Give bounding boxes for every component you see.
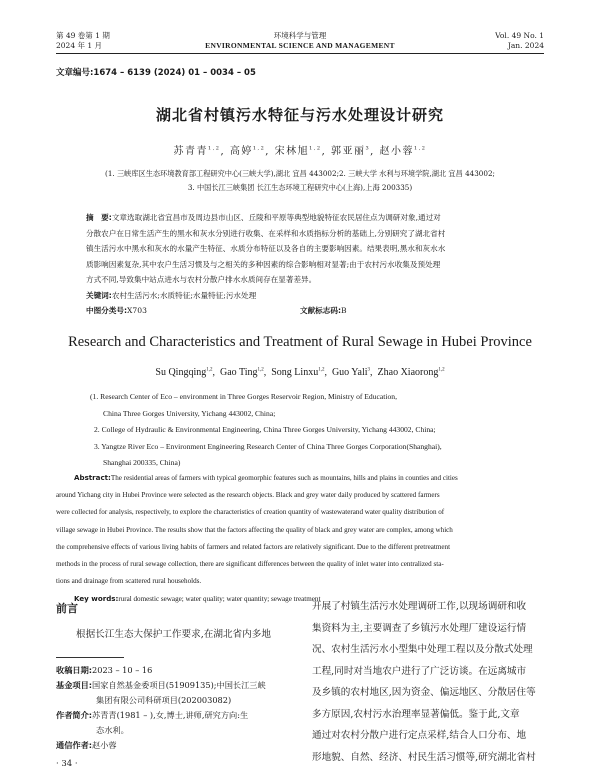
keywords-label: 关键词: (86, 290, 112, 300)
footnotes (56, 663, 288, 753)
abstract-line: around Yichang city in Hubei Province were selected as the research objects. Black and grey water daily produced by scattered farmers (56, 491, 440, 500)
author-affil: 1,2 (414, 145, 427, 152)
body-line: 及乡镇的农村地区,因为资金、偏远地区、分散居住等 (312, 687, 536, 698)
abstract-line: 分散农户在日常生活产生的黑水和灰水分别进行收集、在采样和水质指标分析的基础上,分别研究了湖北省村 (86, 228, 446, 238)
footnote-fund: 基金项目:国家自然基金委项目(51909135);中国长江三峡 (56, 680, 266, 690)
article-number: 文章编号:1674 – 6139 (2024) 01 – 0034 – 05 (56, 68, 256, 78)
footnote-rule (56, 657, 124, 658)
author-name: Gao Ting (219, 367, 258, 378)
body-paragraph-left: 根据长江生态大保护工作要求,在湖北省内多地 (76, 629, 271, 640)
classification-row (86, 303, 516, 318)
doc-code-value: B (341, 306, 347, 315)
header-rule (56, 53, 544, 54)
abstract-line: 方式不同,导致集中站点进水与农村分散户排水水质间存在显著差异。 (86, 275, 317, 284)
author-name: Zhao Xiaorong (377, 367, 439, 378)
footnote-label: 收稿日期: (56, 665, 93, 675)
body-line: 通过对农村分散户进行定点采样,结合人口分布、地 (312, 730, 527, 741)
keywords-label: Key words: (74, 594, 119, 604)
author-name: Guo Yali (331, 367, 368, 378)
body-line: 形地貌、自然、经济、村民生活习惯等,研究湖北省村 (312, 751, 536, 763)
footnote-received: 收稿日期:2023 – 10 – 16 (56, 665, 153, 675)
abstract-en (56, 469, 544, 609)
abstract-label: 摘 要: (86, 213, 112, 222)
footnote-author: 作者简介:苏青青(1981 – ),女,博士,讲师,研究方向:生 (56, 710, 249, 720)
footnote-author-cont: 态水利。 (96, 725, 129, 735)
author-name: 苏青青 (173, 146, 209, 157)
clc-value: X703 (127, 306, 147, 315)
abstract-line: 质影响因素复杂,其中农户生活习惯及与之相关的多种因素的综合影响相对显著;由于农村污水收集及预处理 (86, 259, 441, 269)
body-line: 集资料为主,主要调查了乡镇污水处理厂建设运行情 (312, 622, 527, 634)
body-column-right (312, 596, 552, 768)
doc-code-label: 文献标志码: (300, 306, 342, 315)
abstract-line: the comprehensive effects of various living habits of farmers and related factors are relatively significant. Due to the different pretreatment (56, 542, 451, 551)
abstract-line: were collected for analysis, respectively, to explore the characteristics of creation quantity of wastewaterand water quality distribution of (56, 508, 445, 517)
clc-label: 中图分类号: (86, 306, 128, 315)
author-affil: 1,2 (438, 367, 445, 373)
abstract-line: 摘 要:文章选取湖北省宜昌市及周边县市山区、丘陵和平原等典型地貌特征农民居住点为调研对象,通过对 (86, 213, 441, 222)
body-line: 开展了村镇生活污水处理调研工作,以现场调研和收 (312, 601, 527, 612)
affiliation-en-line: (1. Research Center of Eco – environment in Three Gorges Reservoir Region, Ministry of Education, (90, 392, 397, 401)
author-name: 宋林旭 (274, 146, 310, 157)
affiliation-en-line: Shanghai 200335, China) (103, 458, 181, 467)
journal-volume-en: Vol. 49 No. 1 (495, 31, 544, 40)
affiliation-en-line: 3. Yangtze River Eco – Environment Engineering Research Center of China Three Gorges Corporation(Shanghai), (94, 441, 442, 451)
footnote-corresponding: 通信作者:赵小蓉 (56, 740, 117, 750)
author-affil: 1,2 (252, 145, 266, 152)
body-line: 多方原因,农村污水治理率显著偏低。鉴于此,文章 (312, 708, 520, 720)
abstract-cn (86, 210, 516, 318)
author-affil: 3 (367, 367, 371, 373)
keywords-cn: 关键词:农村生活污水;水质特征;水量特征;污水处理 (86, 290, 257, 300)
abstract-label: Abstract: (74, 473, 111, 482)
page-number: · 34 · (56, 759, 78, 769)
abstract-line: Abstract:The residential areas of farmers with typical geomorphic features such as mountains, hills and plains in counties and cities (74, 473, 458, 482)
author-name: 赵小蓉 (379, 146, 415, 157)
author-name: Song Linxu (271, 367, 319, 378)
abstract-line: methods in the process of rural sewage collection, there are significant differences between the quality of inlet water into centralized sta- (56, 560, 444, 569)
footnote-label: 作者简介: (56, 710, 93, 720)
section-heading: 前言 (56, 602, 78, 615)
abstract-line: village sewage in Hubei Province. The results show that the factors affecting the quality of black and grey water are complex, among which (56, 525, 453, 534)
author-affil: 1,2 (206, 367, 213, 373)
abstract-line: tions and drainage from scattered rural households. (56, 577, 202, 586)
author-affil: 1,2 (318, 367, 325, 373)
affiliation-cn-line: 3. 中国长江三峡集团 长江生态环境工程研究中心(上海),上海 200335) (187, 183, 413, 192)
footnote-fund-cont: 集团有限公司科研项目(202003082) (96, 695, 232, 705)
paper-title-en: Research and Characteristics and Treatment of Rural Sewage in Hubei Province (68, 334, 532, 350)
author-name: 郭亚丽 (330, 146, 366, 157)
author-affil: 3 (365, 145, 371, 152)
authors-en: Su Qingqing$^{1,2}$, Gao Ting$^{1,2}$, Song Linxu$^{1,2}$, Guo Yali$^3$, Zhao Xiaorong$^{1,2}$ (155, 367, 445, 378)
keywords-en: Key words:rural domestic sewage; water quality; water quantity; sewage treatment (74, 594, 321, 604)
footnote-label: 通信作者: (56, 740, 93, 750)
journal-name-cn: 环境科学与管理 (273, 31, 327, 40)
author-name: 高婷 (229, 146, 253, 157)
journal-name-en: ENVIRONMENTAL SCIENCE AND MANAGEMENT (205, 41, 395, 50)
journal-date-en: Jan. 2024 (507, 41, 544, 50)
body-line: 况、农村生活污水小型集中处理工程以及分散式处理 (312, 644, 533, 655)
affiliation-cn-line: (1. 三峡库区生态环境教育部工程研究中心(三峡大学),湖北 宜昌 443002;2. 三峡大学 水利与环境学院,湖北 宜昌 443002; (105, 169, 495, 178)
journal-volume-cn: 第 49 卷第 1 期 (56, 31, 110, 40)
author-affil: 1,2 (257, 367, 264, 373)
abstract-line: 镇生活污水中黑水和灰水的水量产生特征、水质分布特征以及各自的主要影响因素。结果表明,黑水和灰水水 (86, 244, 446, 253)
affiliation-en-line: China Three Gorges University, Yichang 443002, China; (103, 408, 276, 418)
affiliation-en-line: 2. College of Hydraulic & Environmental Engineering, China Three Gorges University, Yichang 443002, China; (94, 425, 436, 434)
author-affil: 1,2 (208, 145, 221, 152)
journal-date-cn: 2024 年 1 月 (56, 41, 103, 50)
footnote-label: 基金项目: (56, 680, 93, 690)
paper-title-cn: 湖北省村镇污水特征与污水处理设计研究 (155, 106, 444, 124)
affiliations-en (90, 389, 550, 472)
body-line: 工程,同时对当地农户进行了广泛访谈。在远离城市 (312, 665, 527, 677)
author-name: Su Qingqing (155, 367, 207, 378)
author-affil: 1,2 (309, 145, 322, 152)
authors-cn: 苏青青$^{1,2}$, 高婷$^{1,2}$, 宋林旭$^{1,2}$, 郭亚丽$^3$, 赵小蓉$^{1,2}$ (173, 145, 427, 157)
